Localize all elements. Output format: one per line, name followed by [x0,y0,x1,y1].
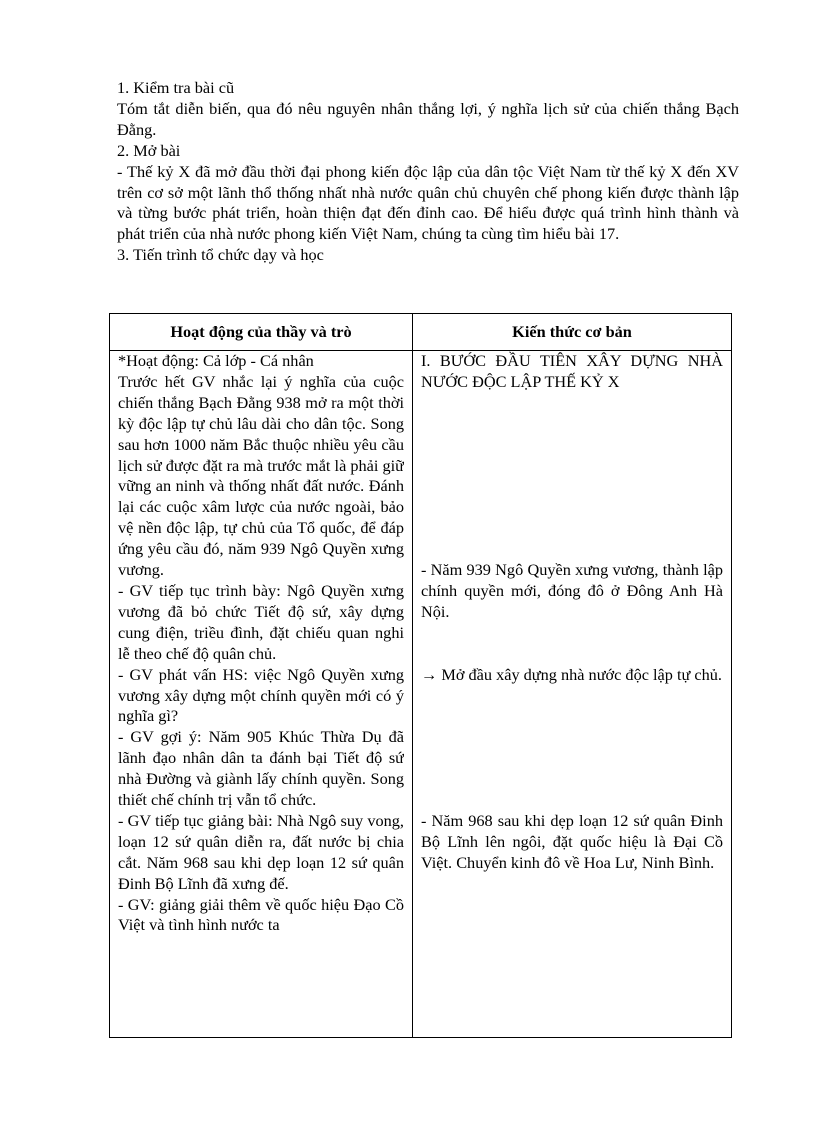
activity-line: *Hoạt động: Cả lớp - Cá nhân [118,351,314,370]
activity-paragraph: Trước hết GV nhắc lại ý nghĩa của cuộc chiến thắng Bạch Đằng 938 mở ra một thời kỳ độc lập tự chủ lâu dài cho dân tộc. Song sau hơn 1000 năm Bắc thuộc nhiều yêu cầu lịch sử được đặt ra mà trước mắt là phải giữ vững an ninh và thống nhất đất nước. Đánh lại các cuộc xâm lược của nước ngoài, bảo vệ nền độc lập, tự chủ của Tổ quốc, để đáp ứng yêu cầu đó, năm 939 Ngô Quyền xưng vương. [118,371,404,580]
knowledge-point: - Năm 968 sau khi dẹp loạn 12 sứ quân Đinh Bộ Lĩnh lên ngôi, đặt quốc hiệu là Đại Cồ Việt. Chuyển kinh đô về Hoa Lư, Ninh Bình. [421,811,723,873]
activities-cell [110,351,413,1038]
activity-paragraph: - GV tiếp tục trình bày: Ngô Quyền xưng vương đã bỏ chức Tiết độ sứ, xây dựng cung điện, triều đình, đặt chiếu quan nghi lễ theo chế độ quân chủ. [118,580,404,663]
knowledge-point: - Năm 939 Ngô Quyền xưng vương, thành lập chính quyền mới, đóng đô ở Đông Anh Hà Nội. [421,559,723,621]
activity-paragraph: - GV phát vấn HS: việc Ngô Quyền xưng vương xây dựng một chính quyền mới có ý nghĩa gì? [118,664,404,726]
heading-opening: 2. Mở bài [117,140,181,160]
header-knowledge: Kiến thức cơ bản [413,314,732,351]
table-header-row [110,314,732,351]
section-title: I. BƯỚC ĐẦU TIÊN XÂY DỰNG NHÀ NƯỚC ĐỘC LẬP THẾ KỶ X [421,351,723,391]
activity-paragraph: - GV: giảng giải thêm về quốc hiệu Đạo Cồ Việt và tình hình nước ta [118,894,404,935]
opening-text: - Thế kỷ X đã mở đầu thời đại phong kiến độc lập của dân tộc Việt Nam từ thế kỷ X đến XV trên cơ sở một lãnh thổ thống nhất nhà nước quân chủ chuyên chế phong kiến được thành lập và từng bước phát triển, hoàn thiện đạt đến đỉnh cao. Để hiểu được quá trình hình thành và phát triển của nhà nước phong kiến Việt Nam, chúng ta cùng tìm hiểu bài 17. [117,161,739,244]
activity-paragraph: - GV gợi ý: Năm 905 Khúc Thừa Dụ đã lãnh đạo nhân dân ta đánh bại Tiết độ sứ nhà Đường và giành lấy chính quyền. Song thiết chế chính trị vẫn tổ chức. [118,727,404,810]
table-row [110,351,732,1038]
lesson-table [109,313,732,1038]
heading-process: 3. Tiến trình tổ chức dạy và học [117,245,324,265]
header-activities: Hoạt động của thầy và trò [110,314,413,351]
heading-review: 1. Kiểm tra bài cũ [117,78,235,97]
knowledge-cell [413,351,732,1038]
lesson-intro [117,78,739,266]
review-text: Tóm tắt diễn biến, qua đó nêu nguyên nhân thắng lợi, ý nghĩa lịch sử của chiến thắng Bạch Đằng. [117,98,739,139]
activity-paragraph: - GV tiếp tục giảng bài: Nhà Ngô suy vong, loạn 12 sứ quân diễn ra, đất nước bị chia cắt. Năm 968 sau khi dẹp loạn 12 sứ quân Đinh Bộ Lĩnh đã xưng đế. [118,810,404,893]
knowledge-point: → Mở đầu xây dựng nhà nước độc lập tự chủ. [421,664,722,684]
